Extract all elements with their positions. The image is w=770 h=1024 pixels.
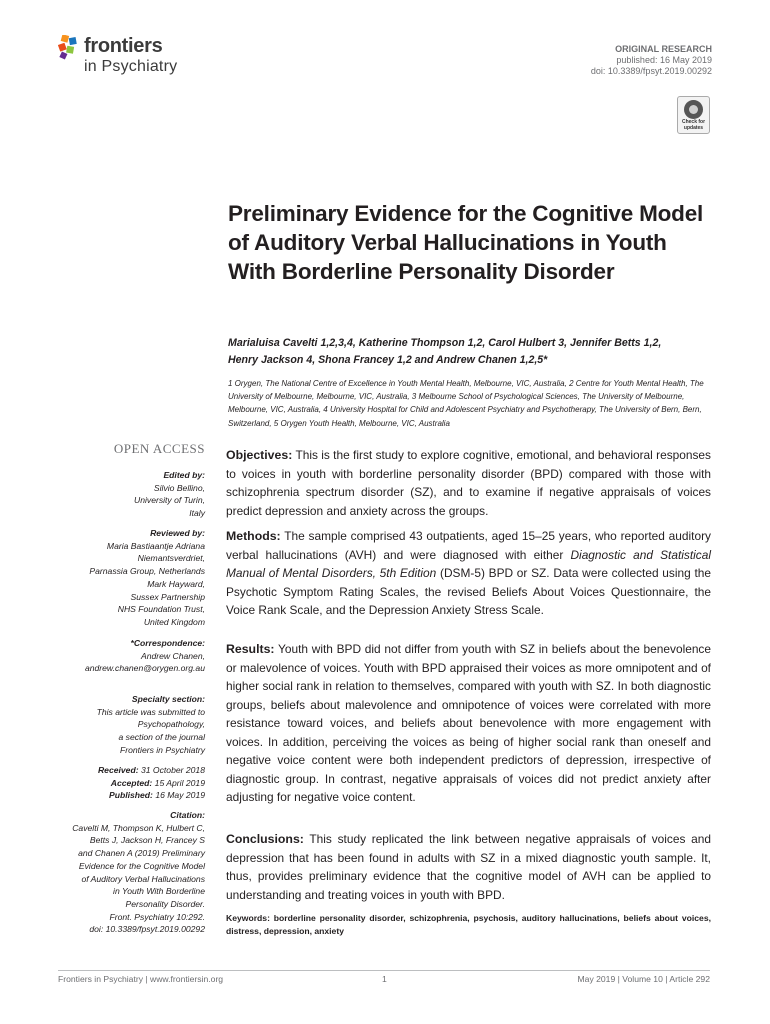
check-updates-label-2: updates [683,125,704,131]
edited-by-heading: Edited by: [163,470,205,480]
abstract-objectives [226,446,711,520]
received-date: Received: 31 October 2018 [97,765,205,775]
specialty-heading: Specialty section: [131,694,205,704]
accepted-date: Accepted: 15 April 2019 [110,777,205,788]
methods-text-italic: Diagnostic and Statistical Manual of Mental Disorders, 5th Edition [226,547,711,580]
specialty-line: a section of the journal [118,732,205,743]
reviewed-by-block [89,527,205,629]
results-text: Youth with BPD did not differ from youth with SZ in beliefs about the benevolence or malevolence of voices. Youth with BPD appraised their voices as more omnipotent and of higher social rank in relation to themselves, compared with youth with SZ. In both diagnostic groups, beliefs about malevolence and omnipotence of voices were correlated with more resistance toward voices, and beliefs about benevolence with more engagement with voices. In addition, perceiving the voices as being of higher social rank than oneself and negative voice content were both independent predictors of depression, irrespective of diagnostic group. In contrast, negative appraisals of voices did not predict anxiety after adjusting for negative voice content. [226,642,711,804]
citation-line: Betts J, Jackson H, Francey S [89,835,205,846]
citation-block [72,809,205,936]
results-label: Results: [226,642,275,656]
abstract-conclusions [226,830,711,904]
frontiers-logo-icon[interactable] [58,35,84,61]
check-updates-label-1: Check for [681,119,706,125]
check-updates-icon [684,100,703,119]
check-for-updates-button[interactable] [677,96,710,134]
published-date: published: 16 May 2019 [616,55,712,65]
citation-line: Cavelti M, Thompson K, Hulbert C, [72,822,205,833]
reviewed-by-line: United Kingdom [143,616,205,627]
correspondence-heading: *Correspondence: [130,638,205,648]
abstract-methods [226,527,711,620]
edited-by-line: Italy [189,508,205,519]
specialty-block [97,693,205,757]
author-list [228,335,708,369]
article-title: Preliminary Evidence for the Cognitive Model of Auditory Verbal Hallucinations in Youth With Borderline Personality Disorder [228,201,704,284]
reviewed-by-line: NHS Foundation Trust, [117,604,205,615]
published-date-left: Published: 16 May 2019 [108,790,205,801]
citation-line: in Youth With Borderline [113,886,205,897]
abstract-results [226,640,711,807]
citation-line: and Chanen A (2019) Preliminary [78,848,205,859]
reviewed-by-line: Niemantsverdriet, [137,553,205,564]
citation-line: of Auditory Verbal Hallucinations [81,873,205,884]
keywords: Keywords: borderline personality disorder, schizophrenia, psychosis, auditory hallucinations, beliefs about voices, distress, depression, anxiety [226,913,711,936]
conclusions-text: This study replicated the link between negative appraisals of voices and depression that has been found in adults with SZ in a mixed diagnostic youth sample. It, thus, provides preliminary evidence that the cognitive model of AVH can be applied to understanding and treating voices in youth with BPD. [226,832,711,902]
authors-line-2: Henry Jackson 4, Shona Francey 1,2 and Andrew Chanen 1,2,5* [228,354,548,366]
reviewed-by-heading: Reviewed by: [150,528,205,538]
article-meta [591,44,712,77]
affiliations: 1 Orygen, The National Centre of Excellence in Youth Mental Health, Melbourne, VIC, Australia, 2 Centre for Youth Mental Health, The University of Melbourne, Melbourne, VIC, Australia, 3 Melbourne School of Psychological Sciences, The University of Melbourne, Melbourne, VIC, Australia, 4 University Hospital for Child and Adolescent Psychiatry and Psychotherapy, The University of Bern, Bern, Switzerland, 5 Orygen Youth Health, Melbourne, VIC, Australia [228,379,704,428]
reviewed-by-line: Parnassia Group, Netherlands [89,566,205,577]
article-type: ORIGINAL RESEARCH [615,44,712,54]
conclusions-label: Conclusions: [226,832,304,846]
citation-line[interactable]: doi: 10.3389/fpsyt.2019.00292 [89,924,205,935]
footer-issue-info: May 2019 | Volume 10 | Article 292 [577,974,710,984]
footer-journal-link[interactable]: Frontiers in Psychiatry | www.frontiersin.org [58,974,224,984]
reviewed-by-line: Sussex Partnership [130,591,205,602]
methods-text-b: (DSM-5) BPD or SZ. Data were collected using the Psychotic Symptom Rating Scales, the revised Beliefs About Voices Questionnaire, the Voice Rank Scale, and the Depression Anxiety Stress Scale. [226,566,711,617]
specialty-line: Psychopathology, [137,719,205,730]
methods-text-a: The sample comprised 43 outpatients, aged 15–25 years, who reported auditory verbal hallucinations (AVH) and were diagnosed with either [226,529,711,562]
open-access-label: OPEN ACCESS [113,441,205,456]
journal-name: frontiers [84,35,163,57]
authors-line-1: Marialuisa Cavelti 1,2,3,4, Katherine Thompson 1,2, Carol Hulbert 3, Jennifer Betts 1,2, [228,337,662,349]
citation-heading: Citation: [170,810,205,820]
dates-block [98,764,205,802]
reviewed-by-line: Mark Hayward, [147,578,205,589]
specialty-line: Frontiers in Psychiatry [119,744,205,755]
objectives-text: This is the first study to explore cognitive, emotional, and behavioral responses to voices in youth with borderline personality disorder (BPD) compared with those with schizophrenia spectrum disorder (SZ), and to examine if negative appraisals of voices predict depression and anxiety across the groups. [226,448,711,518]
citation-line: Personality Disorder. [125,898,205,909]
journal-subname: in Psychiatry [84,58,178,75]
citation-line: Evidence for the Cognitive Model [78,860,205,871]
correspondence-email[interactable]: andrew.chanen@orygen.org.au [84,663,205,674]
objectives-label: Objectives: [226,448,293,462]
reviewed-by-line: Maria Bastiaantje Adriana [106,540,205,551]
correspondence-block [85,637,205,675]
correspondence-name: Andrew Chanen, [140,650,205,661]
edited-by-block [134,469,205,520]
citation-line: Front. Psychiatry 10:292. [109,911,205,922]
page-number: 1 [382,974,387,984]
edited-by-line: Silvio Bellino, [153,482,205,493]
edited-by-line: University of Turin, [134,495,205,506]
specialty-line: This article was submitted to [96,706,205,717]
article-doi[interactable]: doi: 10.3389/fpsyt.2019.00292 [590,66,712,76]
methods-label: Methods: [226,529,281,543]
footer-divider [58,970,710,971]
